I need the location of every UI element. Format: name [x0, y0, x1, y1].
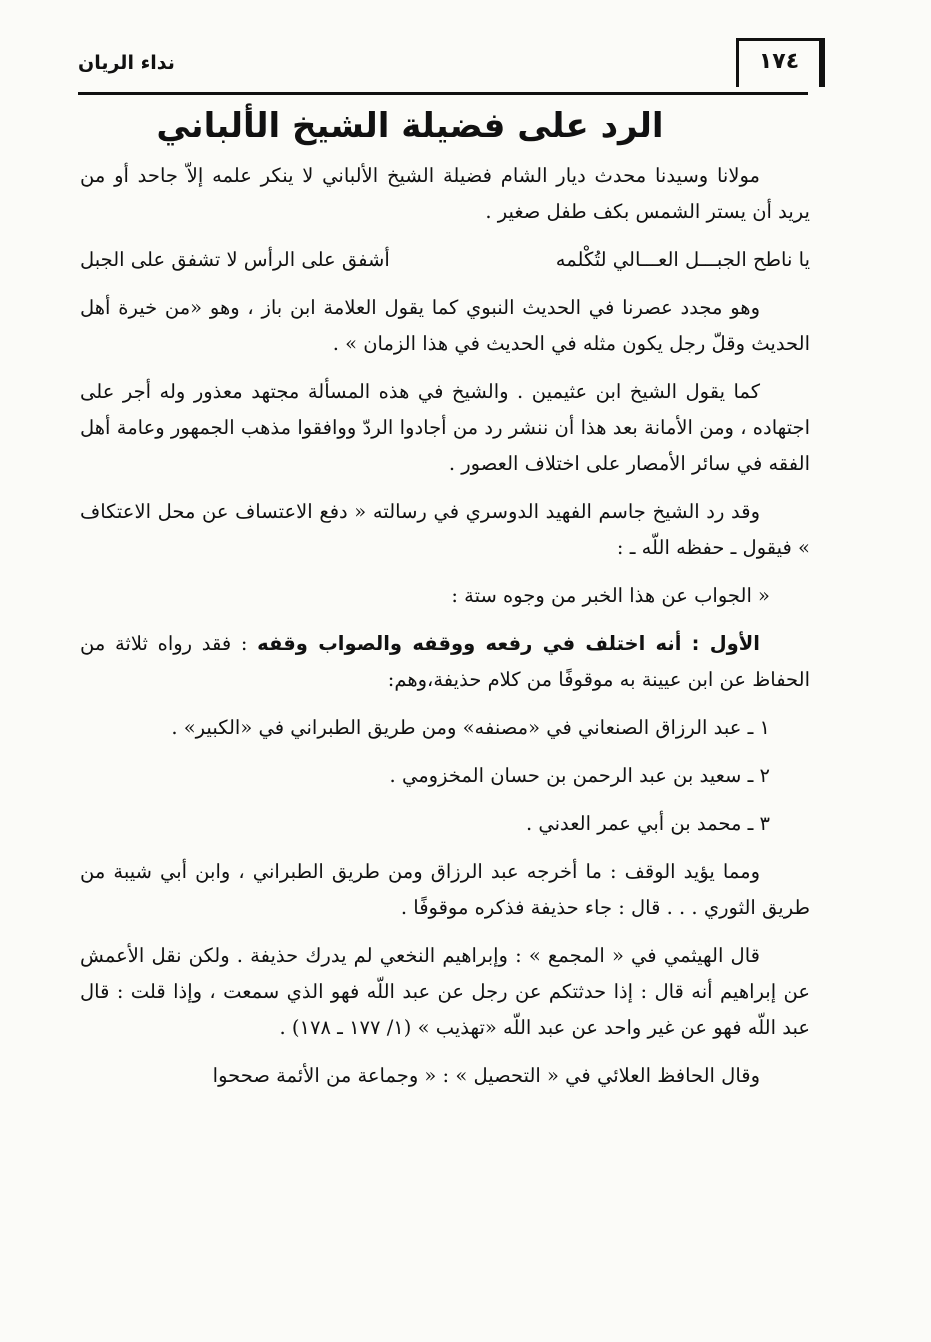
page-number-box [736, 38, 822, 87]
section-title: الرد على فضيلة الشيخ الألباني [156, 106, 664, 146]
first-point-lead: الأول : أنه اختلف في رفعه ووقفه والصواب وقفه [257, 632, 760, 655]
paragraph-6 [80, 626, 810, 698]
paragraph-4: وقد رد الشيخ جاسم الفهيد الدوسري في رسالته « دفع الاعتساف عن محل الاعتكاف » فيقول ـ حفظه اللّه ـ : [80, 500, 810, 559]
body-text [80, 158, 810, 1106]
poetry-verse [80, 242, 810, 278]
running-title: نداء الريان [78, 52, 175, 74]
paragraph-1: مولانا وسيدنا محدث ديار الشام فضيلة الشيخ الألباني لا ينكر علمه إلاّ جاحد أو من يريد أن يستر الشمس بكف طفل صغير . [80, 164, 810, 223]
paragraph-9: وقال الحافظ العلائي في « التحصيل » : « وجماعة من الأئمة صححوا [212, 1064, 760, 1087]
page-number: ١٧٤ [758, 49, 800, 74]
list-item: ١ ـ عبد الرزاق الصنعاني في «مصنفه» ومن طريق الطبراني في «الكبير» . [171, 716, 770, 739]
paragraph-3: كما يقول الشيخ ابن عثيمين . والشيخ في هذه المسألة مجتهد معذور وله أجر على اجتهاده ، ومن الأمانة بعد هذا أن ننشر رد من أجادوا الردّ ووافقوا مذهب الجمهور وعامة أهل الفقه في سائر الأمصار على اختلاف العصور . [80, 380, 810, 475]
paragraph-8: قال الهيثمي في « المجمع » : وإبراهيم النخعي لم يدرك حذيفة . ولكن نقل الأعمش عن إبراهيم أنه قال : إذا حدثتكم عن رجل عن عبد اللّه فهو الذي سمعت ، وإذا قلت : قال عبد اللّه فهو عن غير واحد عن عبد اللّه «تهذيب » (١/ ١٧٧ ـ ١٧٨) . [80, 944, 810, 1039]
verse-first-hemistich: يا ناطح الجبـــل العـــالي لتُكْلمه [555, 248, 810, 271]
list-item: ٢ ـ سعيد بن عبد الرحمن بن حسان المخزومي . [389, 764, 770, 787]
verse-second-hemistich: أشفق على الرأس لا تشفق على الجبل [80, 248, 390, 271]
paragraph-7: ومما يؤيد الوقف : ما أخرجه عبد الرزاق ومن طريق الطبراني ، وابن أبي شيبة من طريق الثوري . . . قال : جاء حذيفة فذكره موقوفًا . [80, 860, 810, 919]
page-header [78, 30, 808, 96]
list-item: ٣ ـ محمد بن أبي عمر العدني . [525, 812, 770, 835]
paragraph-2: وهو مجدد عصرنا في الحديث النبوي كما يقول العلامة ابن باز ، وهو «من خيرة أهل الحديث وقلّ رجل يكون مثله في الحديث في هذا الزمان » . [80, 296, 810, 355]
first-point-rest: : فقد رواه ثلاثة من الحفاظ عن ابن عيينة به موقوفًا من كلام حذيفة،وهم: [80, 632, 810, 691]
header-rule [78, 92, 808, 95]
paragraph-5: « الجواب عن هذا الخبر من وجوه ستة : [451, 584, 770, 607]
